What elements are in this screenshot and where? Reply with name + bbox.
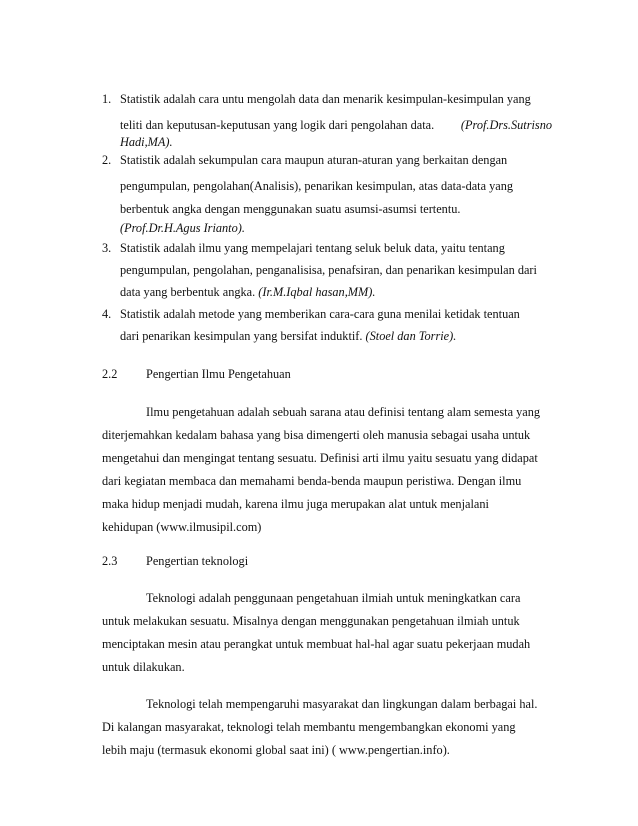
section-2-3-para2-line-1: Teknologi telah mempengaruhi masyarakat dan lingkungan dalam berbagai hal.	[146, 697, 538, 711]
section-2-3-para1-line-4: untuk dilakukan.	[102, 660, 185, 674]
list-item-2-line-2: pengumpulan, pengolahan(Analisis), penarikan kesimpulan, atas data-data yang	[120, 179, 514, 193]
section-2-3-para2-line-2: Di kalangan masyarakat, teknologi telah membantu mengembangkan ekonomi yang	[102, 720, 516, 734]
list-number-3: 3.	[102, 241, 112, 255]
list-number-1: 1.	[102, 92, 112, 106]
section-2-3-number: 2.3	[102, 554, 118, 568]
section-2-3-para2-line-3: lebih maju (termasuk ekonomi global saat ini) ( www.pengertian.info).	[102, 743, 450, 757]
list-item-1-text: teliti dan keputusan-keputusan yang logik dari pengolahan data.	[120, 118, 435, 132]
list-item-4-citation: (Stoel dan Torrie).	[365, 329, 457, 343]
list-number-4: 4.	[102, 307, 112, 321]
list-item-4-line-1: Statistik adalah metode yang memberikan cara-cara guna menilai ketidak tentuan	[120, 307, 520, 321]
section-2-3-para1-line-3: menciptakan mesin atau perangkat untuk membuat hal-hal agar suatu pekerjaan mudah	[102, 637, 531, 651]
section-2-2-title: Pengertian Ilmu Pengetahuan	[146, 367, 291, 381]
list-item-3-line-3	[120, 284, 375, 300]
section-2-2-line-1: Ilmu pengetahuan adalah sebuah sarana atau definisi tentang alam semesta yang	[146, 405, 541, 419]
list-item-1-line-1: Statistik adalah cara untu mengolah data dan menarik kesimpulan-kesimpulan yang	[120, 92, 531, 106]
section-2-2-number: 2.2	[102, 367, 118, 381]
list-number-2: 2.	[102, 153, 112, 167]
section-2-3-title: Pengertian teknologi	[146, 554, 249, 568]
list-item-1-citation: (Prof.Drs.Sutrisno	[460, 118, 552, 132]
list-item-3-line-1: Statistik adalah ilmu yang mempelajari tentang seluk beluk data, yaitu tentang	[120, 241, 505, 255]
section-2-2-line-5: maka hidup menjadi mudah, karena ilmu juga merupakan alat untuk menjalani	[102, 497, 489, 511]
list-item-3-line-2: pengumpulan, pengolahan, penganalisisa, penafsiran, dan penarikan kesimpulan dari	[120, 263, 537, 277]
section-2-3-para1-line-2: untuk melakukan sesuatu. Misalnya dengan menggunakan pengetahuan ilmiah untuk	[102, 614, 520, 628]
list-item-3-text: data yang berbentuk angka.	[120, 285, 259, 299]
list-item-1-line-2	[120, 117, 552, 133]
list-item-4-text: dari penarikan kesimpulan yang bersifat induktif.	[120, 329, 366, 343]
section-2-2-line-2: diterjemahkan kedalam bahasa yang bisa dimengerti oleh manusia sebagai usaha untuk	[102, 428, 531, 442]
section-2-3-para1-line-1: Teknologi adalah penggunaan pengetahuan ilmiah untuk meningkatkan cara	[146, 591, 521, 605]
list-item-2-line-1: Statistik adalah sekumpulan cara maupun aturan-aturan yang berkaitan dengan	[120, 153, 508, 167]
list-item-2-line-4	[120, 220, 245, 236]
list-item-4-line-2	[120, 328, 456, 344]
list-item-2-citation: (Prof.Dr.H.Agus Irianto).	[120, 221, 245, 235]
section-2-2-line-3: mengetahui dan mengingat tentang sesuatu. Definisi arti ilmu yaitu sesuatu yang didapat	[102, 451, 538, 465]
section-2-2-line-6: kehidupan (www.ilmusipil.com)	[102, 520, 262, 534]
section-2-2-line-4: dari kegiatan membaca dan memahami benda-benda maupun peristiwa. Dengan ilmu	[102, 474, 522, 488]
list-item-1-citation-end: Hadi,MA).	[120, 135, 173, 149]
list-item-1-line-3	[120, 134, 173, 150]
list-item-2-line-3: berbentuk angka dengan menggunakan suatu asumsi-asumsi tertentu.	[120, 202, 461, 216]
list-item-3-citation: (Ir.M.Iqbal hasan,MM).	[258, 285, 376, 299]
